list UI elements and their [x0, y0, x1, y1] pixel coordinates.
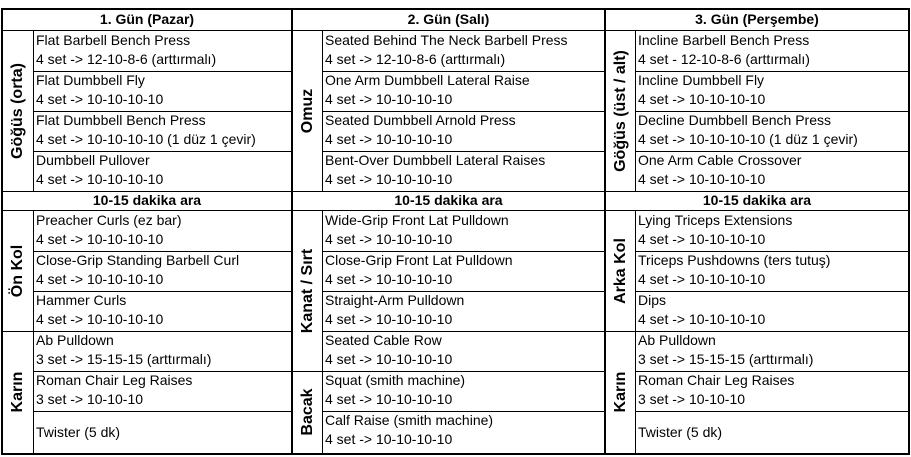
group-divider [293, 371, 604, 372]
exercise-name: Close-Grip Front Lat Pulldown [325, 252, 513, 268]
exercise-name: Flat Dumbbell Fly [36, 72, 145, 88]
exercise-sets: 4 set -> 10-10-10-10 [638, 271, 766, 287]
group-label-text: Karın [611, 371, 629, 413]
header-divider [1, 30, 910, 31]
exercise-name: Seated Behind The Neck Barbell Press [325, 32, 568, 48]
exercise-name: Close-Grip Standing Barbell Curl [36, 252, 240, 268]
day-3-group-1-label [606, 31, 635, 191]
day-1-exercise-6 [34, 251, 291, 291]
exercise-sets: 4 set -> 10-10-10-10 [325, 391, 453, 407]
row-divider [33, 291, 291, 292]
day-1-exercise-3 [34, 111, 291, 151]
day-separator-1 [291, 8, 293, 455]
exercise-sets: 3 set -> 15-15-15 (arttırmalı) [36, 351, 212, 367]
row-divider [635, 371, 908, 372]
exercise-sets: 4 set - 12-10-8-6 (arttırmalı) [638, 51, 810, 67]
exercise-name: Flat Barbell Bench Press [36, 32, 191, 48]
exercise-sets: 4 set -> 10-10-10-10 [36, 271, 164, 287]
day-2-exercise-6 [323, 251, 604, 291]
day-3-exercise-8 [636, 331, 908, 371]
day-1-group-1-label [3, 31, 33, 191]
row-divider [322, 291, 604, 292]
exercise-sets: 4 set -> 10-10-10-10 [36, 231, 164, 247]
row-divider [635, 71, 908, 72]
exercise-name: Wide-Grip Front Lat Pulldown [325, 212, 509, 228]
day-3-exercise-10 [636, 411, 908, 453]
day-2-group-1-label [293, 31, 322, 191]
exercise-sets: 4 set -> 10-10-10-10 [638, 171, 766, 187]
day-2-group-3-label [293, 371, 322, 453]
exercise-name: Ab Pulldown [638, 332, 716, 348]
exercise-sets: 4 set -> 12-10-8-6 (arttırmalı) [36, 51, 217, 67]
group-divider [606, 331, 908, 332]
row-divider [635, 411, 908, 412]
exercise-name: Roman Chair Leg Raises [638, 372, 795, 388]
exercise-sets: 4 set -> 10-10-10-10 [325, 231, 453, 247]
day-2-exercise-2 [323, 71, 604, 111]
exercise-name: Roman Chair Leg Raises [36, 372, 193, 388]
day-2-exercise-5 [323, 211, 604, 251]
row-divider [322, 251, 604, 252]
group-label-text: Göğüs (üst / alt) [611, 50, 629, 172]
day-2-group-2-label [293, 211, 322, 371]
exercise-name: Squat (smith machine) [325, 372, 466, 388]
exercise-name: Calf Raise (smith machine) [325, 412, 494, 428]
day-3-exercise-7 [636, 291, 908, 331]
day-3-exercise-2 [636, 71, 908, 111]
group-label-text: Kanat / Sırt [298, 248, 316, 334]
border-top [1, 8, 910, 10]
day-3-exercise-3 [636, 111, 908, 151]
exercise-sets: 4 set -> 10-10-10-10 [325, 311, 453, 327]
day-3-exercise-1 [636, 31, 908, 71]
row-divider [322, 111, 604, 112]
row-divider [33, 411, 291, 412]
day-1-label-divider [33, 211, 34, 454]
exercise-name: Incline Dumbbell Fly [638, 72, 765, 88]
day-3-exercise-6 [636, 251, 908, 291]
day-1-exercise-2 [34, 71, 291, 111]
border-bottom [1, 453, 910, 455]
day-2-exercise-9 [323, 371, 604, 411]
group-label-text: Omuz [298, 88, 316, 134]
day-3-exercise-5 [636, 211, 908, 251]
exercise-name: Lying Triceps Extensions [638, 212, 793, 228]
row-divider [322, 151, 604, 152]
row-divider [33, 151, 291, 152]
day-separator-2 [604, 8, 606, 455]
day-3-break: 10-15 dakika ara [702, 192, 812, 208]
row-divider [322, 411, 604, 412]
exercise-name: Twister (5 dk) [36, 424, 121, 440]
day-3-label-divider [635, 211, 636, 454]
exercise-sets: 4 set -> 10-10-10-10 (1 düz 1 çevir) [638, 131, 858, 147]
exercise-name: Twister (5 dk) [638, 424, 723, 440]
day-1-break: 10-15 dakika ara [92, 192, 202, 208]
row-divider [322, 331, 604, 332]
row-divider [33, 251, 291, 252]
break-top [1, 191, 910, 192]
exercise-sets: 4 set -> 10-10-10-10 [36, 171, 164, 187]
day-3-group-2-label [606, 211, 635, 331]
day-1-exercise-7 [34, 291, 291, 331]
row-divider [635, 111, 908, 112]
day-1-group-2-label [3, 211, 33, 331]
day-2-header: 2. Gün (Salı) [407, 11, 490, 27]
exercise-sets: 3 set -> 10-10-10 [638, 391, 746, 407]
row-divider [33, 371, 291, 372]
day-2-label-divider [322, 211, 323, 454]
day-1-exercise-4 [34, 151, 291, 191]
exercise-name: Decline Dumbbell Bench Press [638, 112, 831, 128]
day-1-header: 1. Gün (Pazar) [99, 11, 195, 27]
group-label-text: Ön Kol [9, 244, 26, 298]
day-2-exercise-7 [323, 291, 604, 331]
exercise-name: Incline Barbell Bench Press [638, 32, 810, 48]
exercise-sets: 4 set -> 10-10-10-10 [638, 91, 766, 107]
group-label-text: Göğüs (orta) [9, 63, 26, 159]
day-2-exercise-3 [323, 111, 604, 151]
exercise-name: Straight-Arm Pulldown [325, 292, 465, 308]
exercise-sets: 4 set -> 10-10-10-10 [325, 351, 453, 367]
exercise-name: Dumbbell Pullover [36, 152, 150, 168]
day-1-exercise-5 [34, 211, 291, 251]
group-label-text: Bacak [298, 388, 316, 436]
day-1-exercise-1 [34, 31, 291, 71]
row-divider [635, 151, 908, 152]
day-3-exercise-9 [636, 371, 908, 411]
exercise-sets: 4 set -> 10-10-10-10 [325, 271, 453, 287]
exercise-name: Hammer Curls [36, 292, 127, 308]
day-3-exercise-4 [636, 151, 908, 191]
row-divider [322, 71, 604, 72]
exercise-sets: 4 set -> 10-10-10-10 (1 düz 1 çevir) [36, 131, 256, 147]
day-2-break: 10-15 dakika ara [394, 192, 503, 208]
day-1-group-3-label [3, 331, 33, 453]
exercise-sets: 4 set -> 10-10-10-10 [325, 431, 453, 447]
exercise-sets: 3 set -> 15-15-15 (arttırmalı) [638, 351, 814, 367]
exercise-name: Triceps Pushdowns (ters tutuş) [638, 252, 831, 268]
exercise-name: Dips [638, 292, 667, 308]
group-label-text: Arka Kol [611, 238, 629, 304]
day-3-header: 3. Gün (Perşembe) [695, 11, 819, 27]
border-left [1, 8, 3, 455]
exercise-sets: 4 set -> 10-10-10-10 [325, 131, 453, 147]
border-right [908, 8, 910, 455]
exercise-name: Seated Dumbbell Arnold Press [325, 112, 516, 128]
exercise-name: Bent-Over Dumbbell Lateral Raises [325, 152, 546, 168]
day-2-exercise-8 [323, 331, 604, 371]
day-1-exercise-10 [34, 411, 291, 453]
row-divider [33, 111, 291, 112]
day-1-exercise-9 [34, 371, 291, 411]
exercise-name: Seated Cable Row [325, 332, 442, 348]
day-1-exercise-8 [34, 331, 291, 371]
row-divider [635, 251, 908, 252]
exercise-name: Ab Pulldown [36, 332, 114, 348]
group-label-text: Karın [9, 371, 26, 413]
day-2-exercise-1 [323, 31, 604, 71]
exercise-sets: 4 set -> 10-10-10-10 [36, 91, 164, 107]
day-2-exercise-4 [323, 151, 604, 191]
exercise-sets: 4 set -> 10-10-10-10 [638, 231, 766, 247]
group-divider [1, 331, 291, 332]
exercise-name: One Arm Dumbbell Lateral Raise [325, 72, 530, 88]
exercise-sets: 4 set -> 10-10-10-10 [36, 311, 164, 327]
break-bottom [1, 210, 910, 211]
exercise-sets: 4 set -> 12-10-8-6 (arttırmalı) [325, 51, 506, 67]
row-divider [635, 291, 908, 292]
exercise-name: Flat Dumbbell Bench Press [36, 112, 206, 128]
exercise-sets: 3 set -> 10-10-10 [36, 391, 144, 407]
exercise-sets: 4 set -> 10-10-10-10 [325, 171, 453, 187]
exercise-name: Preacher Curls (ez bar) [36, 212, 182, 228]
exercise-sets: 4 set -> 10-10-10-10 [638, 311, 766, 327]
day-2-exercise-10 [323, 411, 604, 453]
row-divider [33, 71, 291, 72]
day-3-group-3-label [606, 331, 635, 453]
exercise-sets: 4 set -> 10-10-10-10 [325, 91, 453, 107]
exercise-name: One Arm Cable Crossover [638, 152, 802, 168]
